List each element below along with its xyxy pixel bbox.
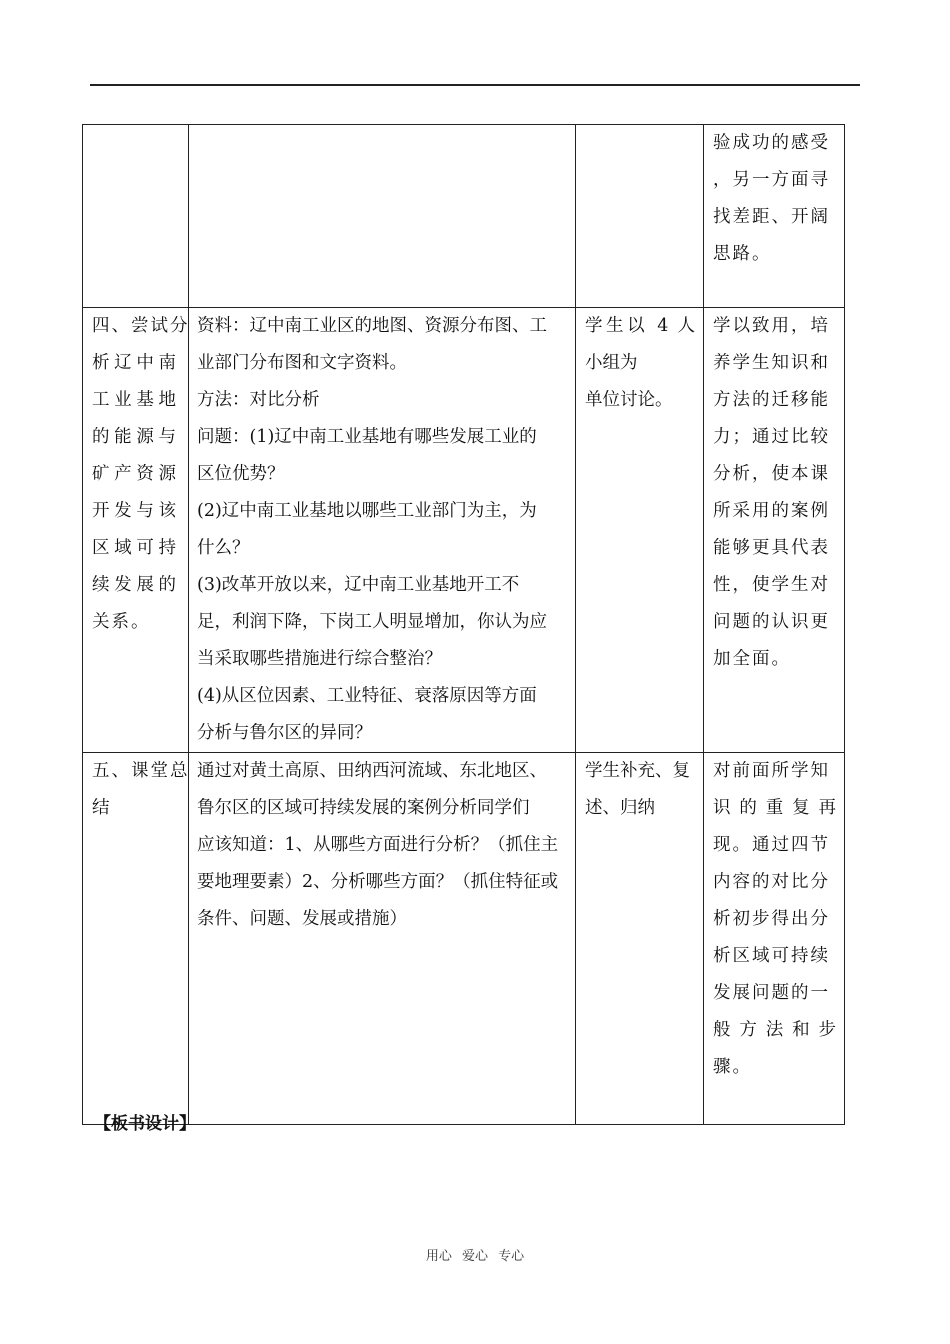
purpose-line: 方法的迁移能 — [713, 390, 830, 410]
page-footer: 用心 爱心 专心 — [425, 1249, 525, 1264]
step-line: 析辽中南 — [92, 353, 178, 373]
step-line: 四、尝试分 — [92, 316, 190, 336]
purpose-line: 析区域可持续 — [713, 946, 830, 966]
purpose-line: 所采用的案例 — [713, 501, 830, 521]
purpose-line: 般方法和步 — [713, 1020, 838, 1040]
purpose-cell — [704, 308, 845, 753]
step-line: 区域可持 — [92, 538, 178, 558]
activity-line: 学生补充、复 — [585, 761, 690, 781]
purpose-line: 加全面。 — [713, 649, 791, 669]
step-cell — [83, 308, 189, 753]
table-row — [83, 125, 845, 308]
purpose-line: 学以致用，培 — [713, 316, 830, 336]
board-design-heading: 【板书设计】 — [94, 1114, 196, 1134]
lesson-plan-table — [82, 124, 845, 1125]
purpose-line: 识的重复再 — [713, 798, 838, 818]
content-line: 区位优势？ — [197, 464, 285, 484]
content-line: 当采取哪些措施进行综合整治？ — [197, 649, 442, 669]
purpose-line: 性，使学生对 — [713, 575, 830, 595]
activity-line: 单位讨论。 — [585, 390, 673, 410]
purpose-line: 问题的认识更 — [713, 612, 830, 632]
content-line: 问题：(1)辽中南工业基地有哪些发展工业的 — [197, 427, 537, 447]
content-line: 什么？ — [197, 538, 250, 558]
step-cell — [83, 753, 189, 1125]
purpose-cell — [704, 125, 845, 308]
content-line: (3)改革开放以来，辽中南工业基地开工不 — [197, 575, 520, 595]
purpose-cell — [704, 753, 845, 1125]
purpose-line: 分析，使本课 — [713, 464, 830, 484]
table-row — [83, 753, 845, 1125]
purpose-line: ，另一方面寻 — [713, 170, 830, 190]
step-line: 工业基地 — [92, 390, 178, 410]
activity-line: 学生以 4 人 — [585, 316, 695, 336]
purpose-line: 骤。 — [713, 1057, 752, 1077]
content-line: 条件、问题、发展或措施） — [197, 909, 407, 929]
step-line: 续发展的 — [92, 575, 178, 595]
activity-cell — [576, 308, 704, 753]
purpose-line: 现。通过四节 — [713, 835, 830, 855]
purpose-line: 析初步得出分 — [713, 909, 830, 929]
content-line: 足，利润下降，下岗工人明显增加，你认为应 — [197, 612, 547, 632]
purpose-line: 对前面所学知 — [713, 761, 830, 781]
activity-cell — [576, 125, 704, 308]
purpose-line: 验成功的感受 — [713, 133, 830, 153]
purpose-line: 发展问题的一 — [713, 983, 830, 1003]
purpose-line: 思路。 — [713, 244, 772, 264]
content-cell — [189, 308, 576, 753]
content-line: (2)辽中南工业基地以哪些工业部门为主，为 — [197, 501, 537, 521]
step-line: 五、课堂总 — [92, 761, 190, 781]
content-line: 资料：辽中南工业区的地图、资源分布图、工 — [197, 316, 547, 336]
purpose-line: 力；通过比较 — [713, 427, 830, 447]
purpose-line: 能够更具代表 — [713, 538, 830, 558]
content-cell — [189, 753, 576, 1125]
activity-cell — [576, 753, 704, 1125]
step-line: 结 — [92, 798, 112, 818]
activity-line: 小组为 — [585, 353, 638, 373]
step-line: 关系。 — [92, 612, 151, 632]
purpose-line: 内容的对比分 — [713, 872, 830, 892]
content-line: 应该知道：1、从哪些方面进行分析？（抓住主 — [197, 835, 559, 855]
purpose-line: 养学生知识和 — [713, 353, 830, 373]
step-line: 开发与该 — [92, 501, 178, 521]
content-line: 分析与鲁尔区的异同？ — [197, 723, 372, 743]
step-line: 的能源与 — [92, 427, 178, 447]
header-rule — [90, 84, 860, 86]
content-line: 方法：对比分析 — [197, 390, 320, 410]
table-row — [83, 308, 845, 753]
content-line: 鲁尔区的区域可持续发展的案例分析同学们 — [197, 798, 530, 818]
activity-line: 述、归纳 — [585, 798, 655, 818]
content-line: (4)从区位因素、工业特征、衰落原因等方面 — [197, 686, 537, 706]
step-line: 矿产资源 — [92, 464, 178, 484]
purpose-line: 找差距、开阔 — [713, 207, 830, 227]
content-line: 要地理要素）2、分析哪些方面？（抓住特征或 — [197, 872, 559, 892]
content-line: 通过对黄土高原、田纳西河流域、东北地区、 — [197, 761, 547, 781]
step-cell — [83, 125, 189, 308]
content-cell — [189, 125, 576, 308]
content-line: 业部门分布图和文字资料。 — [197, 353, 407, 373]
